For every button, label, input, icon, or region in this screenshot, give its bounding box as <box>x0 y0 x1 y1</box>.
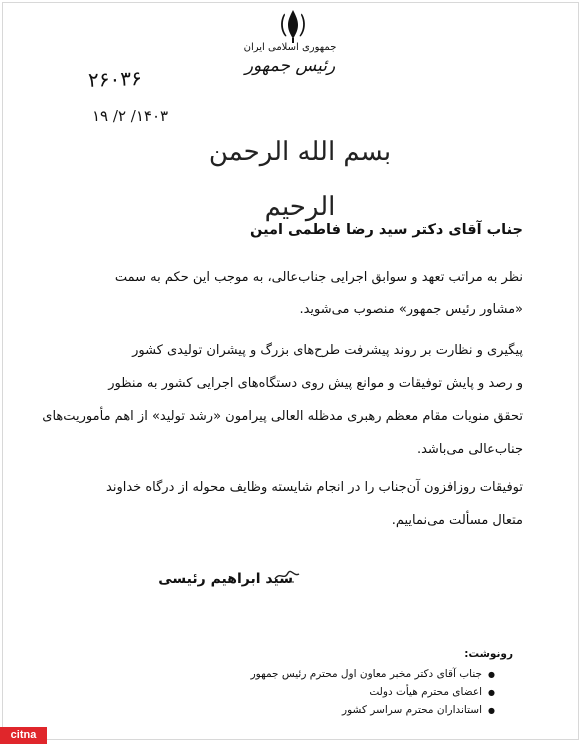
cc-item-text: جناب آقای دکتر مخبر معاون اول محترم رئیس جمهور <box>250 668 483 680</box>
cc-list-item <box>369 686 495 698</box>
country-name: جمهوری اسلامی ایران <box>243 42 337 53</box>
cc-title: رونوشت: <box>464 648 513 660</box>
bullet-icon: ● <box>488 688 495 697</box>
addressee: جناب آقای دکتر سید رضا فاطمی امین <box>250 222 523 238</box>
cc-item-text: استانداران محترم سراسر کشور <box>342 704 483 716</box>
basmala-calligraphy: بسم الله الرحمن الرحیم <box>208 137 392 222</box>
citna-logo: citna <box>0 727 47 744</box>
signer-name: سید ابراهیم رئیسی <box>158 571 293 587</box>
document-page <box>2 2 579 740</box>
body-line: پیگیری و نظارت بر روند پیشرفت طرح‌های بزرگ و پیشران تولیدی کشور <box>132 343 523 358</box>
document-date: ۱۴۰۳/ ۲/ ۱۹ <box>92 107 169 125</box>
body-line: جناب‌عالی می‌باشد. <box>416 442 523 457</box>
body-line: توفیقات روزافزون آن‌جناب را در انجام شایسته وظایف محوله از درگاه خداوند <box>106 480 523 495</box>
document-number: ۲۶۰۳۶ <box>87 66 143 92</box>
bullet-icon: ● <box>488 670 495 679</box>
cc-item-text: اعضای محترم هیأت دولت <box>369 686 483 698</box>
cc-list-item <box>342 704 495 716</box>
cc-list-item <box>251 668 495 680</box>
iran-emblem-icon <box>276 8 310 44</box>
bullet-icon: ● <box>488 706 495 715</box>
body-line: و رصد و پایش توفیقات و موانع پیش روی دستگاه‌های اجرایی کشور به منظور <box>108 376 523 391</box>
body-line: تحقق منویات مقام معظم رهبری مدظله العالی پیرامون «رشد تولید» از اهم مأموریت‌های <box>42 409 523 424</box>
office-title: رئیس جمهور <box>244 56 336 76</box>
body-line: نظر به مراتب تعهد و سوابق اجرایی جناب‌عالی، به موجب این حکم به سمت <box>114 270 523 285</box>
body-line: متعال مسألت می‌نماییم. <box>391 513 523 528</box>
body-line: «مشاور رئیس جمهور» منصوب می‌شوید. <box>299 302 523 317</box>
